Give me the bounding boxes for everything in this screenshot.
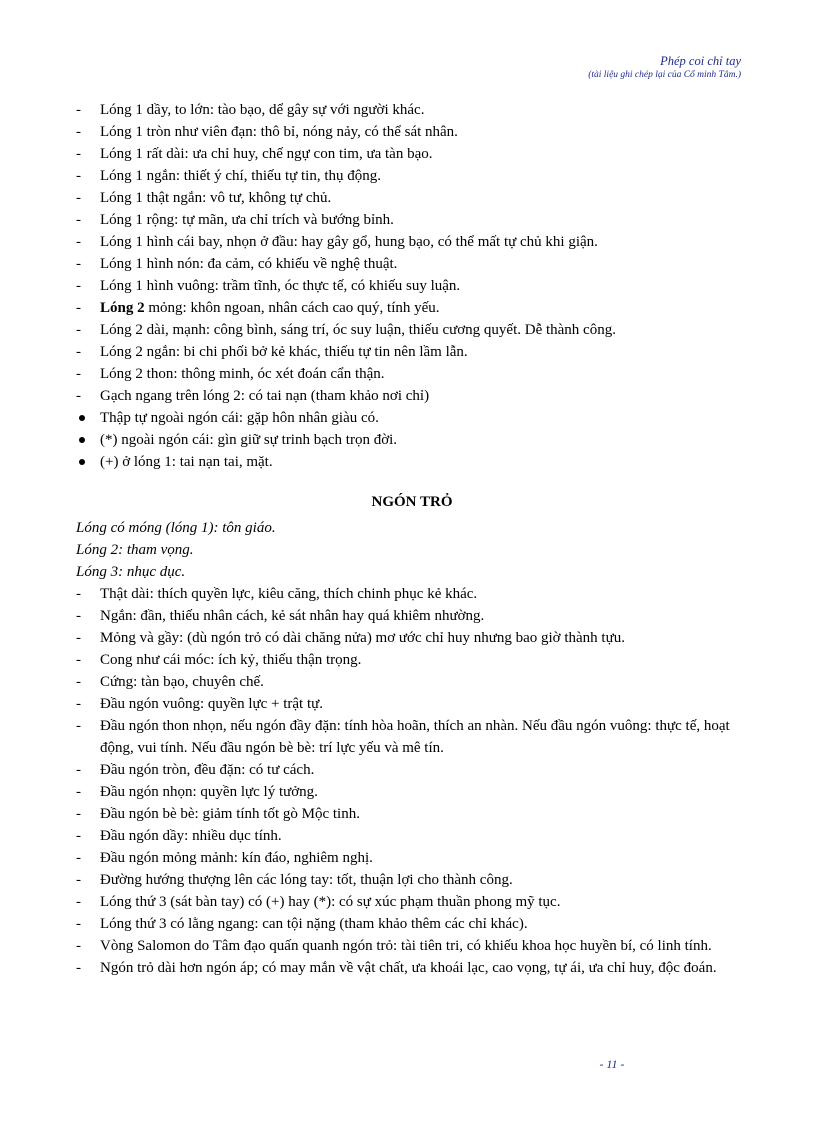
dash-marker: - — [76, 366, 81, 382]
dash-marker: - — [76, 850, 81, 866]
item-text: Đầu ngón nhọn: quyền lực lý tưởng. — [100, 784, 318, 800]
list-item — [76, 825, 748, 847]
dash-marker: - — [76, 124, 81, 140]
bullet-icon — [79, 415, 85, 421]
dash-marker: - — [76, 784, 81, 800]
item-text: Cứng: tàn bạo, chuyên chế. — [100, 674, 264, 690]
index-finger-list — [76, 583, 748, 979]
dash-marker: - — [76, 300, 81, 316]
item-text: Lóng 1 thật ngắn: vô tư, không tự chủ. — [100, 190, 332, 206]
list-item — [76, 275, 748, 297]
dash-marker: - — [76, 322, 81, 338]
item-text: Lóng 1 rất dài: ưa chỉ huy, chế ngự con tim, ưa tàn bạo. — [100, 146, 433, 162]
dash-marker: - — [76, 168, 81, 184]
thumb-phalanx-list — [76, 99, 748, 473]
bold-term: Lóng 2 — [100, 300, 145, 316]
item-text: Lóng thứ 3 (sát bàn tay) có (+) hay (*): có sự xúc phạm thuần phong mỹ tục. — [100, 894, 561, 910]
item-text: mỏng: khôn ngoan, nhân cách cao quý, tính yếu. — [144, 300, 440, 316]
list-item — [76, 363, 748, 385]
dash-marker: - — [76, 608, 81, 624]
dash-marker: - — [76, 212, 81, 228]
section-intro — [76, 517, 748, 583]
item-text: Cong như cái móc: ích kỷ, thiếu thận trọng. — [100, 652, 362, 668]
list-item — [76, 605, 748, 627]
item-text: Đầu ngón mỏng mảnh: kín đáo, nghiêm nghị. — [100, 850, 373, 866]
item-text: Mỏng và gầy: (dù ngón trỏ có dài chăng nửa) mơ ước chỉ huy nhưng bao giờ thành tựu. — [100, 630, 625, 646]
list-item — [76, 407, 748, 429]
list-item — [76, 297, 748, 319]
list-item — [76, 693, 748, 715]
list-item — [76, 253, 748, 275]
list-item — [76, 451, 748, 473]
list-item — [76, 143, 748, 165]
item-text: Đầu ngón bè bè: giảm tính tốt gò Mộc tinh. — [100, 806, 360, 822]
dash-marker: - — [76, 762, 81, 778]
bullet-icon — [79, 459, 85, 465]
list-item — [76, 121, 748, 143]
list-item — [76, 209, 748, 231]
dash-marker: - — [76, 938, 81, 954]
page-content — [76, 99, 748, 979]
item-text: Thật dài: thích quyền lực, kiêu căng, thích chinh phục kẻ khác. — [100, 586, 478, 602]
dash-marker: - — [76, 190, 81, 206]
dash-marker: - — [76, 872, 81, 888]
dash-marker: - — [76, 894, 81, 910]
item-text: Đầu ngón tròn, đều đặn: có tư cách. — [100, 762, 315, 778]
item-text: Lóng 1 tròn như viên đạn: thô bỉ, nóng nảy, có thể sát nhân. — [100, 124, 458, 140]
page-header — [588, 54, 741, 82]
section-title: NGÓN TRỎ — [371, 494, 453, 510]
dash-marker: - — [76, 828, 81, 844]
item-text: Đầu ngón thon nhọn, nếu ngón đầy đặn: tính hòa hoãn, thích an nhàn. Nếu đầu ngón vuông: thực tế, hoạt động, vui tính. Nếu đầu ngón bè bè: trí lực yếu và mê tín. — [100, 718, 730, 756]
item-text: Thập tự ngoài ngón cái: gặp hôn nhân giàu có. — [100, 410, 379, 426]
item-text: Lóng 2 dài, mạnh: công bình, sáng trí, óc suy luận, thiếu cương quyết. Dễ thành công. — [100, 322, 616, 338]
item-text: (*) ngoài ngón cái: gìn giữ sự trinh bạch trọn đời. — [100, 432, 398, 448]
dash-marker: - — [76, 674, 81, 690]
list-item — [76, 649, 748, 671]
page-number: - 11 - — [599, 1057, 625, 1071]
list-item — [76, 627, 748, 649]
list-item — [76, 671, 748, 693]
item-text: Lóng 1 hình vuông: trầm tĩnh, óc thực tế, có khiếu suy luận. — [100, 278, 461, 294]
item-text: Lóng 1 rộng: tự mãn, ưa chỉ trích và bướng bỉnh. — [100, 212, 394, 228]
dash-marker: - — [76, 146, 81, 162]
dash-marker: - — [76, 388, 81, 404]
bullet-icon — [79, 437, 85, 443]
item-text: Gạch ngang trên lóng 2: có tai nạn (tham khảo nơi chỉ) — [100, 388, 430, 404]
item-text: Vòng Salomon do Tâm đạo quấn quanh ngón trỏ: tài tiên tri, có khiếu khoa học huyền bí, có linh tính. — [100, 938, 712, 954]
dash-marker: - — [76, 234, 81, 250]
list-item — [76, 913, 748, 935]
list-item — [76, 385, 748, 407]
list-item — [76, 891, 748, 913]
intro-line: Lóng có móng (lóng 1): tôn giáo. — [76, 520, 276, 536]
item-text: (+) ở lóng 1: tai nạn tai, mặt. — [100, 454, 273, 470]
item-text: Lóng 1 hình nón: đa cảm, có khiếu về nghệ thuật. — [100, 256, 398, 272]
dash-marker: - — [76, 696, 81, 712]
list-item — [76, 231, 748, 253]
dash-marker: - — [76, 718, 81, 734]
intro-line: Lóng 2: tham vọng. — [76, 542, 194, 558]
list-item — [76, 715, 748, 759]
dash-marker: - — [76, 806, 81, 822]
item-text: Lóng 1 ngắn: thiết ý chí, thiếu tự tin, thụ động. — [100, 168, 382, 184]
list-item — [76, 781, 748, 803]
list-item — [76, 759, 748, 781]
dash-marker: - — [76, 652, 81, 668]
list-item — [76, 583, 748, 605]
dash-marker: - — [76, 278, 81, 294]
list-item — [76, 429, 748, 451]
dash-marker: - — [76, 256, 81, 272]
dash-marker: - — [76, 102, 81, 118]
dash-marker: - — [76, 630, 81, 646]
list-item — [76, 319, 748, 341]
item-text: Lóng 2 thon: thông minh, óc xét đoán cẩn thận. — [100, 366, 385, 382]
list-item — [76, 187, 748, 209]
dash-marker: - — [76, 916, 81, 932]
intro-line: Lóng 3: nhục dục. — [76, 564, 186, 580]
item-text: Ngắn: đần, thiếu nhân cách, kẻ sát nhân hay quá khiêm nhường. — [100, 608, 485, 624]
list-item — [76, 957, 748, 979]
dash-marker: - — [76, 586, 81, 602]
list-item — [76, 935, 748, 957]
item-text: Lóng 1 dầy, to lớn: tào bạo, dể gây sự với người khác. — [100, 102, 425, 118]
document-subtitle: (tài liệu ghi chép lại của Cổ minh Tâm.) — [588, 70, 741, 80]
list-item — [76, 803, 748, 825]
list-item — [76, 847, 748, 869]
item-text: Lóng thứ 3 có lằng ngang: can tội nặng (tham khảo thêm các chỉ khác). — [100, 916, 528, 932]
list-item — [76, 341, 748, 363]
item-text: Lóng 1 hình cái bay, nhọn ở đầu: hay gây gổ, hung bạo, có thể mất tự chủ khi giận. — [100, 234, 598, 250]
item-text: Đầu ngón vuông: quyền lực + trật tự. — [100, 696, 324, 712]
item-text: Ngón trỏ dài hơn ngón áp; có may mắn về vật chất, ưa khoái lạc, cao vọng, tự ái, ưa chỉ huy, độc đoán. — [100, 960, 717, 976]
item-text: Đầu ngón dầy: nhiều dục tính. — [100, 828, 282, 844]
list-item — [76, 165, 748, 187]
dash-marker: - — [76, 344, 81, 360]
list-item — [76, 99, 748, 121]
list-item — [76, 869, 748, 891]
item-text: Lóng 2 ngắn: bi chi phối bở kẻ khác, thiếu tự tin nên lầm lẫn. — [100, 344, 468, 360]
dash-marker: - — [76, 960, 81, 976]
item-text: Đường hướng thượng lên các lóng tay: tốt, thuận lợi cho thành công. — [100, 872, 513, 888]
document-title: Phép coi chỉ tay — [660, 54, 741, 68]
